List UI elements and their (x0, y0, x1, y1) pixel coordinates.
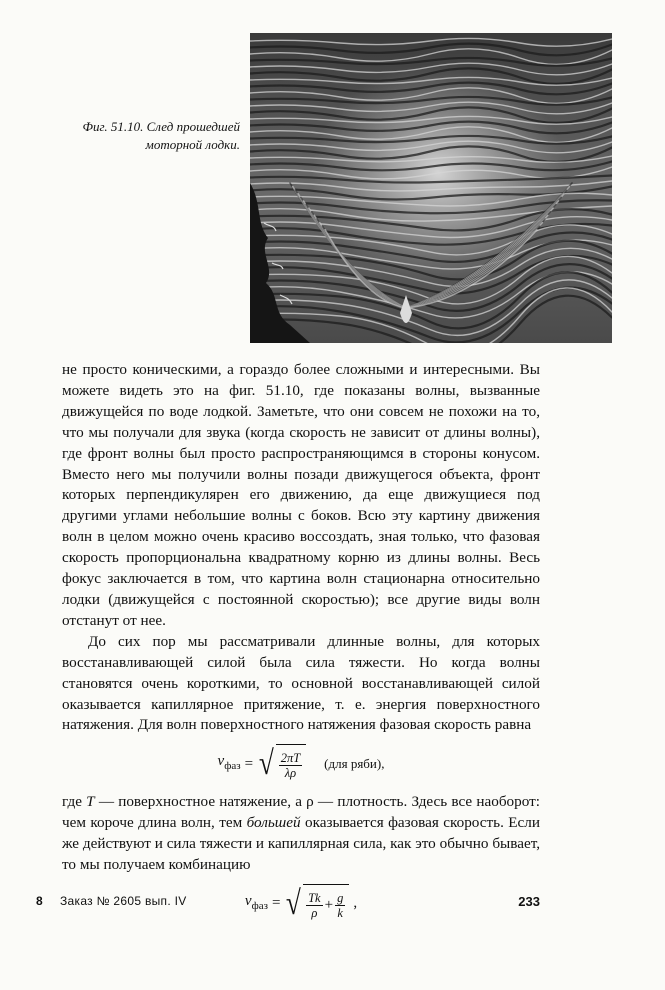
formula2-denominator-2: k (337, 905, 343, 920)
paragraph-3: где T — поверхностное натяжение, а ρ — плотность. Здесь все наоборот: чем короче длина волн, тем большей оказывается фазовая скорость. Если же действуют и сила тяжести и капиллярная сила, как это обычно бывает, то мы получаем комбинацию (62, 793, 540, 874)
formula1-note: (для ряби), (324, 755, 385, 771)
formula2-plus: + (324, 896, 334, 913)
formula2-tail: , (353, 895, 358, 912)
formula2-eq: = (271, 895, 281, 912)
formula1-sqrt: √ $\frac{2\pi T}{\lambda\rho}$ (257, 744, 306, 784)
formula2-numerator-1: Tk (308, 890, 321, 905)
formula1-numerator: 2πT (280, 751, 301, 766)
formula1-lhs: $v_{фаз}$ (217, 753, 241, 773)
formula-ripple-velocity (62, 744, 540, 784)
boat-wake-photo (250, 33, 612, 343)
formula1-denominator: λρ (284, 766, 297, 781)
print-order: Заказ № 2605 вып. IV (60, 894, 187, 908)
formula2-lhs: $v_{фаз}$ (244, 892, 268, 912)
body-text (62, 360, 540, 932)
formula2-numerator-2: g (337, 890, 344, 905)
formula1-eq: = (244, 755, 254, 772)
paragraph-2: До сих пор мы рассматривали длинные волны, для которых восстанавливающей силой была сила тяжести. Но когда волны становятся очень короткими, то основной восстанавливающей силой оказывается капиллярное притяжение, т. е. энергия поверхностного натяжения. Для волн поверхностного натяжения фазовая скорость равна (62, 632, 540, 734)
paragraph-1: не просто коническими, а гораздо более сложными и интересными. Вы можете видеть это на фиг. 51.10, где показаны волны, вызванные движущейся по воде лодкой. Заметьте, что они совсем не похожи на то, что мы получали для звука (когда скорость не зависит от длины волны), где фронт волны был просто распространяющимся в стороны конусом. Вместо него мы получили волны позади движущегося объекта, фронт которых перпендикулярен его движению, да еще движущиеся под другими углами небольшие волны с боков. Всю эту картину движения волн в целом можно очень красиво воссоздать, зная только, что фазовая скорость пропорциональна квадратному корню из длины волны. Весь фокус заключается в том, что картина волн стационарна относительно лодки (движущейся с постоянной скоростью); все другие виды волн отстанут от нее. (62, 361, 540, 629)
page-number: 233 (518, 894, 540, 909)
formula2-sqrt: √ $\frac{Tk}{\rho}$ + $\frac{g}{k}$ (284, 884, 349, 924)
signature-mark: 8 (36, 894, 43, 908)
figure-caption: Фиг. 51.10. След прошедшей моторной лодки. (82, 119, 240, 152)
formula2-denominator-1: ρ (311, 905, 318, 920)
